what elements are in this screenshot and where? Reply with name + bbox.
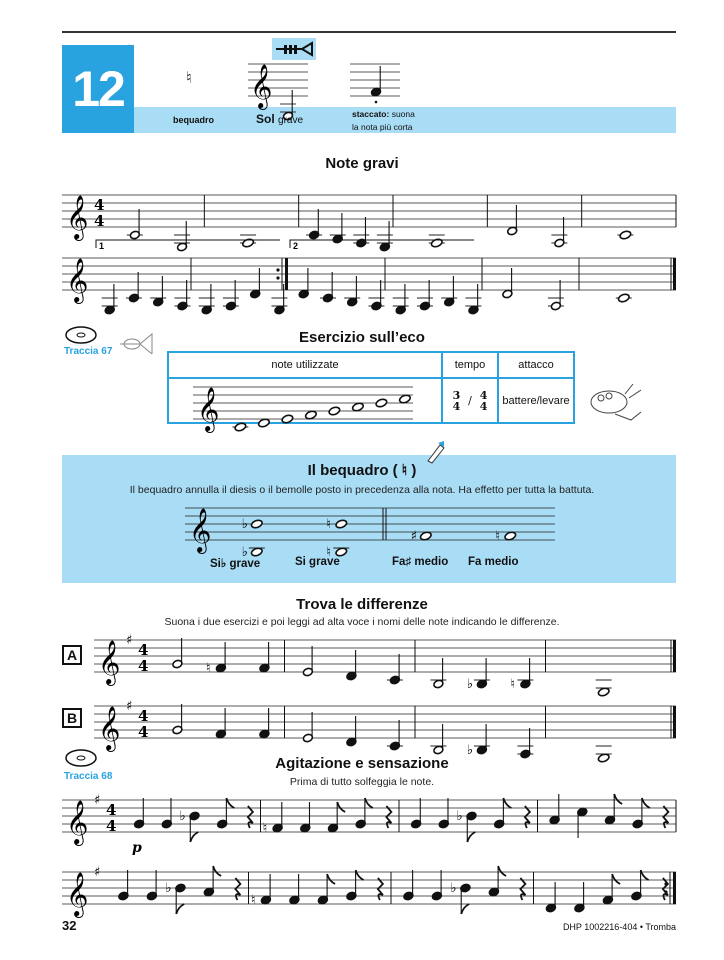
- note-head: [305, 410, 318, 420]
- sol-grave-staff: [248, 50, 308, 110]
- page-number: 32: [62, 918, 77, 933]
- eighth-flag: [642, 798, 650, 808]
- staccato-staff: [350, 50, 400, 110]
- time-b-bottom: 4: [479, 399, 488, 413]
- trova-staff-a: [94, 626, 676, 692]
- sol-label: Sol: [256, 112, 275, 126]
- trova-title: Trova le differenze: [296, 596, 428, 613]
- col-note-utilizzate: note utilizzate: [168, 352, 442, 378]
- dynamic-marking: p: [132, 840, 142, 856]
- staccato-term: staccato:: [352, 109, 390, 119]
- time-signature-bottom: 4: [138, 723, 149, 741]
- quarter-rest-icon: [663, 878, 668, 900]
- agitazione-title: Agitazione e sensazione: [275, 755, 449, 772]
- bequadro-staff: [185, 494, 555, 560]
- note-head: [281, 414, 294, 424]
- accidental-natural: ♮: [510, 677, 516, 692]
- eighth-flag: [498, 866, 506, 876]
- volta-number: 2: [293, 241, 299, 251]
- col-attacco: attacco: [498, 352, 574, 378]
- repeat-barline: [673, 872, 676, 904]
- top-rule: [62, 31, 676, 33]
- note-head: [617, 293, 630, 303]
- time-signature-top: 4: [94, 196, 105, 214]
- accidental-natural: ♮: [326, 545, 331, 560]
- note-head: [352, 402, 365, 412]
- time-signature-bottom: 4: [138, 657, 149, 675]
- agitazione-subtitle: Prima di tutto solfeggia le note.: [289, 776, 435, 788]
- treble-clef-icon: 𝄞: [66, 800, 89, 844]
- grave-label: grave: [278, 115, 304, 126]
- eighth-flag: [226, 798, 234, 808]
- accidental-flat: ♭: [179, 809, 186, 824]
- eighth-flag: [176, 904, 184, 914]
- repeat-dot: [664, 890, 667, 893]
- final-barline: [673, 706, 676, 738]
- eco-table: [167, 351, 575, 431]
- lesson-number: 12: [62, 45, 134, 133]
- time-signature-top: 4: [138, 641, 149, 659]
- eco-staff: [193, 373, 413, 433]
- time-sep: /: [468, 393, 472, 407]
- eighth-flag: [337, 802, 345, 812]
- key-signature-sharp: ♯: [126, 633, 133, 648]
- quarter-rest-icon: [386, 806, 391, 828]
- note-head: [375, 398, 388, 408]
- staccato-label: [352, 108, 415, 134]
- accidental-natural: ♮: [262, 821, 268, 836]
- note-gravi-staff-2: [62, 241, 676, 304]
- bequadro-text: Il bequadro annulla il diesis o il bemolle posto in precedenza alla nota. Ha effetto per tutta la battuta.: [129, 484, 595, 496]
- eco-title: Esercizio sull’eco: [299, 329, 425, 346]
- treble-clef-icon: 𝄞: [197, 387, 220, 431]
- treble-clef-icon: 𝄞: [250, 64, 273, 108]
- quarter-rest-icon: [520, 878, 525, 900]
- quarter-rest-icon: [525, 806, 530, 828]
- eighth-flag: [365, 798, 373, 808]
- accidental-flat: ♭: [466, 743, 474, 758]
- eighth-flag: [327, 874, 335, 884]
- repeat-barline: [285, 258, 288, 290]
- accidental-flat: ♭: [456, 809, 463, 824]
- eighth-flag: [612, 874, 620, 884]
- note-gravi-title: Note gravi: [325, 155, 399, 172]
- treble-clef-icon: 𝄞: [66, 195, 89, 239]
- accidental-flat: ♭: [466, 677, 474, 692]
- time-b-top: 4: [479, 388, 488, 402]
- quarter-rest-icon: [248, 806, 253, 828]
- note-head: [419, 531, 432, 541]
- treble-clef-icon: 𝄞: [189, 508, 212, 552]
- repeat-dot: [664, 882, 667, 885]
- note-head: [258, 418, 271, 428]
- col-tempo: tempo: [442, 352, 498, 378]
- accidental-flat: ♭: [450, 881, 457, 896]
- note-head: [335, 519, 348, 529]
- note-head: [399, 394, 412, 404]
- accidental-natural: ♮: [326, 517, 331, 532]
- label-si-bemolle: Si♭ grave: [210, 558, 261, 570]
- bequadro-title: Il bequadro ( ♮ ): [307, 462, 417, 479]
- volta-number: 1: [99, 241, 105, 251]
- final-barline: [673, 640, 676, 672]
- note-head: [619, 230, 632, 240]
- eighth-flag: [213, 866, 221, 876]
- repeat-dot: [276, 276, 279, 279]
- key-signature-sharp: ♯: [94, 865, 101, 880]
- eighth-flag: [641, 870, 649, 880]
- key-signature-sharp: ♯: [94, 793, 101, 808]
- accidental-natural: ♮: [250, 893, 256, 908]
- label-fa-diesis: Fa♯ medio: [392, 556, 449, 568]
- note-head: [234, 422, 247, 432]
- sol-grave-label: [256, 112, 303, 126]
- quarter-rest-icon: [235, 878, 240, 900]
- tempo-cell: [442, 378, 498, 423]
- quarter-rest-icon: [663, 806, 668, 828]
- cartoon-illustration: [585, 380, 645, 425]
- note-head: [504, 531, 517, 541]
- label-fa: Fa medio: [468, 556, 519, 568]
- eighth-flag: [461, 904, 469, 914]
- eighth-flag: [614, 794, 622, 804]
- quarter-rest-icon: [378, 878, 383, 900]
- trova-subtitle: Suona i due esercizi e poi leggi ad alta voce i nomi delle note indicando le differenze.: [164, 616, 560, 628]
- time-signature-bottom: 4: [94, 212, 105, 230]
- catalog-number: DHP 1002216-404 • Tromba: [562, 922, 676, 932]
- treble-clef-icon: 𝄞: [66, 258, 89, 302]
- eco-notes-cell: [168, 378, 442, 431]
- treble-clef-icon: 𝄞: [66, 872, 89, 916]
- time-signature-top: 4: [138, 707, 149, 725]
- exercise-b-label: B: [62, 708, 82, 728]
- time-signature-bottom: 4: [106, 817, 117, 835]
- treble-clef-icon: 𝄞: [98, 706, 121, 750]
- staccato-dot: [375, 101, 378, 104]
- accidental-natural: ♮: [495, 529, 500, 544]
- exercise-a-label: A: [62, 645, 82, 665]
- eighth-flag: [503, 798, 511, 808]
- time-a-bottom: 4: [452, 399, 461, 413]
- accidental-flat: ♭: [241, 545, 248, 560]
- track-67[interactable]: Traccia 67: [64, 346, 113, 357]
- note-gravi-staff-1: [62, 181, 676, 241]
- accidental-flat: ♭: [165, 881, 172, 896]
- agitazione-staff-1: [62, 786, 676, 856]
- accidental-flat: ♭: [241, 517, 248, 532]
- accidental-sharp: ♯: [410, 529, 418, 544]
- natural-sign-icon: ♮: [186, 70, 192, 87]
- accidental-natural: ♮: [205, 661, 211, 676]
- repeat-dot: [276, 268, 279, 271]
- label-si: Si grave: [295, 556, 340, 568]
- time-a-top: 3: [452, 388, 461, 402]
- staccato-desc-2: la nota più corta: [352, 122, 413, 132]
- trova-staff-b: [94, 692, 676, 758]
- bequadro-label: bequadro: [173, 115, 215, 125]
- volta-bracket: [290, 240, 474, 248]
- eighth-flag: [190, 832, 198, 842]
- track-68[interactable]: Traccia 68: [64, 771, 113, 782]
- eighth-flag: [467, 832, 475, 842]
- agitazione-staff-2: [62, 858, 676, 918]
- key-signature-sharp: ♯: [126, 699, 133, 714]
- note-head: [328, 406, 341, 416]
- note-head: [250, 519, 263, 529]
- time-signature-top: 4: [106, 801, 117, 819]
- attacco-cell: battere/levare: [498, 378, 574, 423]
- eighth-flag: [356, 870, 364, 880]
- final-barline: [673, 258, 676, 290]
- treble-clef-icon: 𝄞: [98, 640, 121, 684]
- staccato-desc: suona: [391, 109, 415, 119]
